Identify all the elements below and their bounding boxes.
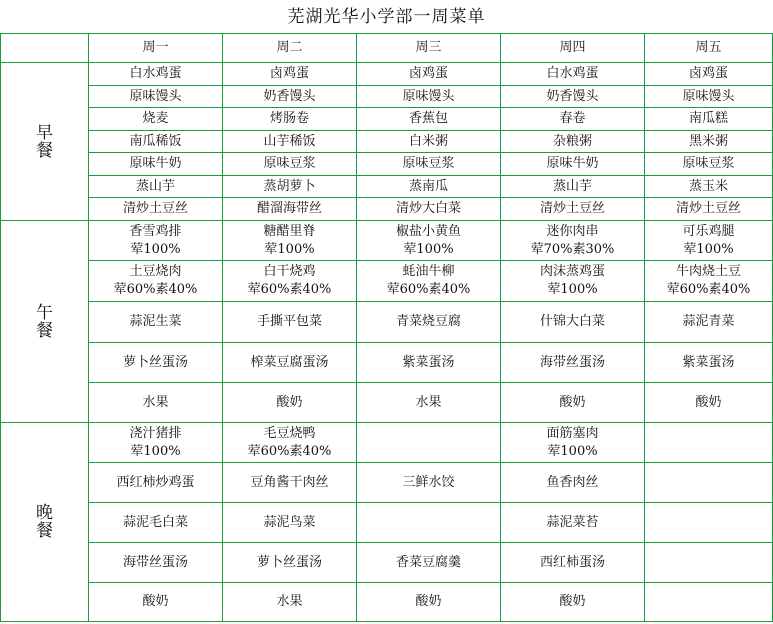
menu-item bbox=[501, 221, 645, 261]
menu-item bbox=[357, 503, 501, 543]
dish-name: 椒盐小黄鱼 bbox=[395, 223, 461, 239]
menu-item: 原味馒头 bbox=[645, 86, 773, 108]
lunch-main2-row bbox=[1, 261, 773, 302]
meat-veg-ratio: 荤60%素40% bbox=[247, 443, 332, 459]
meal-label-breakfast bbox=[1, 63, 89, 221]
menu-item: 酸奶 bbox=[89, 583, 223, 622]
menu-item: 萝卜丝蛋汤 bbox=[89, 343, 223, 383]
menu-item bbox=[645, 261, 773, 302]
menu-item: 蒸南瓜 bbox=[357, 176, 501, 198]
menu-item bbox=[89, 261, 223, 302]
dinner-extra-row bbox=[1, 583, 773, 622]
menu-table-body bbox=[1, 34, 773, 622]
menu-item bbox=[357, 423, 501, 463]
meat-veg-ratio: 荤100% bbox=[130, 241, 181, 257]
menu-item: 酸奶 bbox=[223, 383, 357, 423]
menu-item bbox=[89, 221, 223, 261]
menu-item: 蒸玉米 bbox=[645, 176, 773, 198]
meal-char: 餐 bbox=[36, 521, 53, 541]
menu-item: 蒜泥青菜 bbox=[645, 302, 773, 343]
menu-item bbox=[223, 261, 357, 302]
menu-item: 西红柿炒鸡蛋 bbox=[89, 463, 223, 503]
breakfast-row bbox=[1, 131, 773, 153]
menu-item bbox=[645, 543, 773, 583]
menu-item: 原味牛奶 bbox=[89, 153, 223, 176]
menu-item: 醋溜海带丝 bbox=[223, 198, 357, 221]
menu-item: 海带丝蛋汤 bbox=[89, 543, 223, 583]
meat-veg-ratio: 荤60%素40% bbox=[247, 282, 332, 297]
menu-item: 蒜泥生菜 bbox=[89, 302, 223, 343]
dish-name: 香雪鸡排 bbox=[129, 223, 182, 239]
dish-name: 土豆烧肉 bbox=[129, 264, 182, 279]
day-header: 周五 bbox=[645, 34, 773, 63]
meal-char: 晚 bbox=[36, 503, 53, 523]
dish-name: 糖醋里脊 bbox=[263, 223, 316, 239]
dish-name: 肉沫蒸鸡蛋 bbox=[539, 264, 605, 279]
meat-veg-ratio: 荤70%素30% bbox=[530, 241, 615, 257]
dish-name: 白干烧鸡 bbox=[263, 264, 316, 279]
meal-char: 午 bbox=[36, 302, 53, 323]
meal-char: 早 bbox=[36, 122, 53, 143]
menu-item: 杂粮粥 bbox=[501, 131, 645, 153]
menu-item: 紫菜蛋汤 bbox=[645, 343, 773, 383]
weekly-menu-table bbox=[0, 33, 773, 622]
menu-item: 紫菜蛋汤 bbox=[357, 343, 501, 383]
menu-item: 海带丝蛋汤 bbox=[501, 343, 645, 383]
menu-item: 烧麦 bbox=[89, 108, 223, 131]
breakfast-row bbox=[1, 108, 773, 131]
menu-item: 酸奶 bbox=[645, 383, 773, 423]
day-header: 周二 bbox=[223, 34, 357, 63]
menu-item bbox=[501, 423, 645, 463]
menu-item: 三鲜水饺 bbox=[357, 463, 501, 503]
menu-item bbox=[645, 463, 773, 503]
menu-item: 香菜豆腐羹 bbox=[357, 543, 501, 583]
dinner-main2-row bbox=[1, 463, 773, 503]
dinner-soup-row bbox=[1, 543, 773, 583]
menu-item: 奶香馒头 bbox=[223, 86, 357, 108]
menu-item: 萝卜丝蛋汤 bbox=[223, 543, 357, 583]
menu-item: 水果 bbox=[357, 383, 501, 423]
menu-item: 蒜泥菜苔 bbox=[501, 503, 645, 543]
menu-item: 清炒土豆丝 bbox=[645, 198, 773, 221]
dish-name: 面筋塞肉 bbox=[546, 425, 599, 441]
menu-item: 清炒土豆丝 bbox=[89, 198, 223, 221]
breakfast-row bbox=[1, 86, 773, 108]
menu-item: 黑米粥 bbox=[645, 131, 773, 153]
menu-item bbox=[645, 503, 773, 543]
menu-item: 卤鸡蛋 bbox=[357, 63, 501, 86]
menu-item: 白水鸡蛋 bbox=[501, 63, 645, 86]
menu-item: 原味牛奶 bbox=[501, 153, 645, 176]
menu-item: 蒸山芋 bbox=[501, 176, 645, 198]
menu-item: 蒸胡萝卜 bbox=[223, 176, 357, 198]
dinner-main1-row bbox=[1, 423, 773, 463]
menu-item: 鱼香肉丝 bbox=[501, 463, 645, 503]
menu-item: 豆角酱干肉丝 bbox=[223, 463, 357, 503]
menu-item: 酸奶 bbox=[357, 583, 501, 622]
meat-veg-ratio: 荤60%素40% bbox=[386, 282, 471, 297]
lunch-main1-row bbox=[1, 221, 773, 261]
menu-item bbox=[223, 423, 357, 463]
menu-item: 水果 bbox=[89, 383, 223, 423]
menu-item: 卤鸡蛋 bbox=[645, 63, 773, 86]
meat-veg-ratio: 荤60%素40% bbox=[666, 282, 751, 297]
dish-name: 毛豆烧鸭 bbox=[263, 425, 316, 441]
menu-item: 春卷 bbox=[501, 108, 645, 131]
menu-item: 山芋稀饭 bbox=[223, 131, 357, 153]
breakfast-row bbox=[1, 153, 773, 176]
menu-item: 什锦大白菜 bbox=[501, 302, 645, 343]
menu-item bbox=[89, 423, 223, 463]
lunch-extra-row bbox=[1, 383, 773, 423]
meal-label-lunch bbox=[1, 221, 89, 423]
menu-item: 手撕平包菜 bbox=[223, 302, 357, 343]
menu-item: 烤肠卷 bbox=[223, 108, 357, 131]
menu-item: 酸奶 bbox=[501, 383, 645, 423]
day-header: 周一 bbox=[89, 34, 223, 63]
menu-item: 奶香馒头 bbox=[501, 86, 645, 108]
menu-item: 白米粥 bbox=[357, 131, 501, 153]
menu-item: 清炒土豆丝 bbox=[501, 198, 645, 221]
meal-char: 餐 bbox=[36, 320, 53, 341]
menu-item bbox=[223, 221, 357, 261]
menu-item: 原味馒头 bbox=[89, 86, 223, 108]
lunch-soup-row bbox=[1, 343, 773, 383]
menu-item: 南瓜稀饭 bbox=[89, 131, 223, 153]
menu-item: 原味豆浆 bbox=[357, 153, 501, 176]
meat-veg-ratio: 荤100% bbox=[403, 241, 454, 257]
menu-item: 白水鸡蛋 bbox=[89, 63, 223, 86]
menu-item: 香蕉包 bbox=[357, 108, 501, 131]
menu-item: 原味豆浆 bbox=[223, 153, 357, 176]
dinner-veg-row bbox=[1, 503, 773, 543]
meat-veg-ratio: 荤60%素40% bbox=[113, 282, 198, 297]
menu-item bbox=[645, 583, 773, 622]
meat-veg-ratio: 荤100% bbox=[264, 241, 315, 257]
menu-item: 西红柿蛋汤 bbox=[501, 543, 645, 583]
header-row bbox=[1, 34, 773, 63]
meat-veg-ratio: 荤100% bbox=[683, 241, 734, 257]
meat-veg-ratio: 荤100% bbox=[547, 282, 598, 297]
menu-item: 青菜烧豆腐 bbox=[357, 302, 501, 343]
menu-item: 榨菜豆腐蛋汤 bbox=[223, 343, 357, 383]
day-header: 周四 bbox=[501, 34, 645, 63]
breakfast-row bbox=[1, 63, 773, 86]
dish-name: 牛肉烧土豆 bbox=[675, 264, 741, 279]
day-header: 周三 bbox=[357, 34, 501, 63]
menu-item: 卤鸡蛋 bbox=[223, 63, 357, 86]
menu-item: 水果 bbox=[223, 583, 357, 622]
menu-title: 芜湖光华小学部一周菜单 bbox=[287, 7, 486, 27]
dish-name: 蚝油牛柳 bbox=[402, 264, 455, 279]
breakfast-row bbox=[1, 176, 773, 198]
menu-item bbox=[501, 261, 645, 302]
dish-name: 可乐鸡腿 bbox=[682, 223, 735, 239]
meal-char: 餐 bbox=[36, 140, 53, 161]
meal-label-dinner bbox=[1, 423, 89, 622]
dish-name: 浇汁猪排 bbox=[129, 425, 182, 441]
menu-item: 原味馒头 bbox=[357, 86, 501, 108]
menu-item bbox=[645, 423, 773, 463]
menu-item bbox=[645, 221, 773, 261]
breakfast-row bbox=[1, 198, 773, 221]
meat-veg-ratio: 荤100% bbox=[130, 443, 181, 459]
menu-item: 蒜泥毛白菜 bbox=[89, 503, 223, 543]
corner-cell bbox=[1, 34, 89, 63]
menu-item: 南瓜糕 bbox=[645, 108, 773, 131]
dish-name: 迷你肉串 bbox=[546, 223, 599, 239]
menu-item: 蒜泥鸟菜 bbox=[223, 503, 357, 543]
lunch-veg-row bbox=[1, 302, 773, 343]
menu-item: 原味豆浆 bbox=[645, 153, 773, 176]
menu-item: 酸奶 bbox=[501, 583, 645, 622]
menu-item bbox=[357, 261, 501, 302]
menu-item: 清炒大白菜 bbox=[357, 198, 501, 221]
menu-item bbox=[357, 221, 501, 261]
meat-veg-ratio: 荤100% bbox=[547, 443, 598, 459]
menu-item: 蒸山芋 bbox=[89, 176, 223, 198]
